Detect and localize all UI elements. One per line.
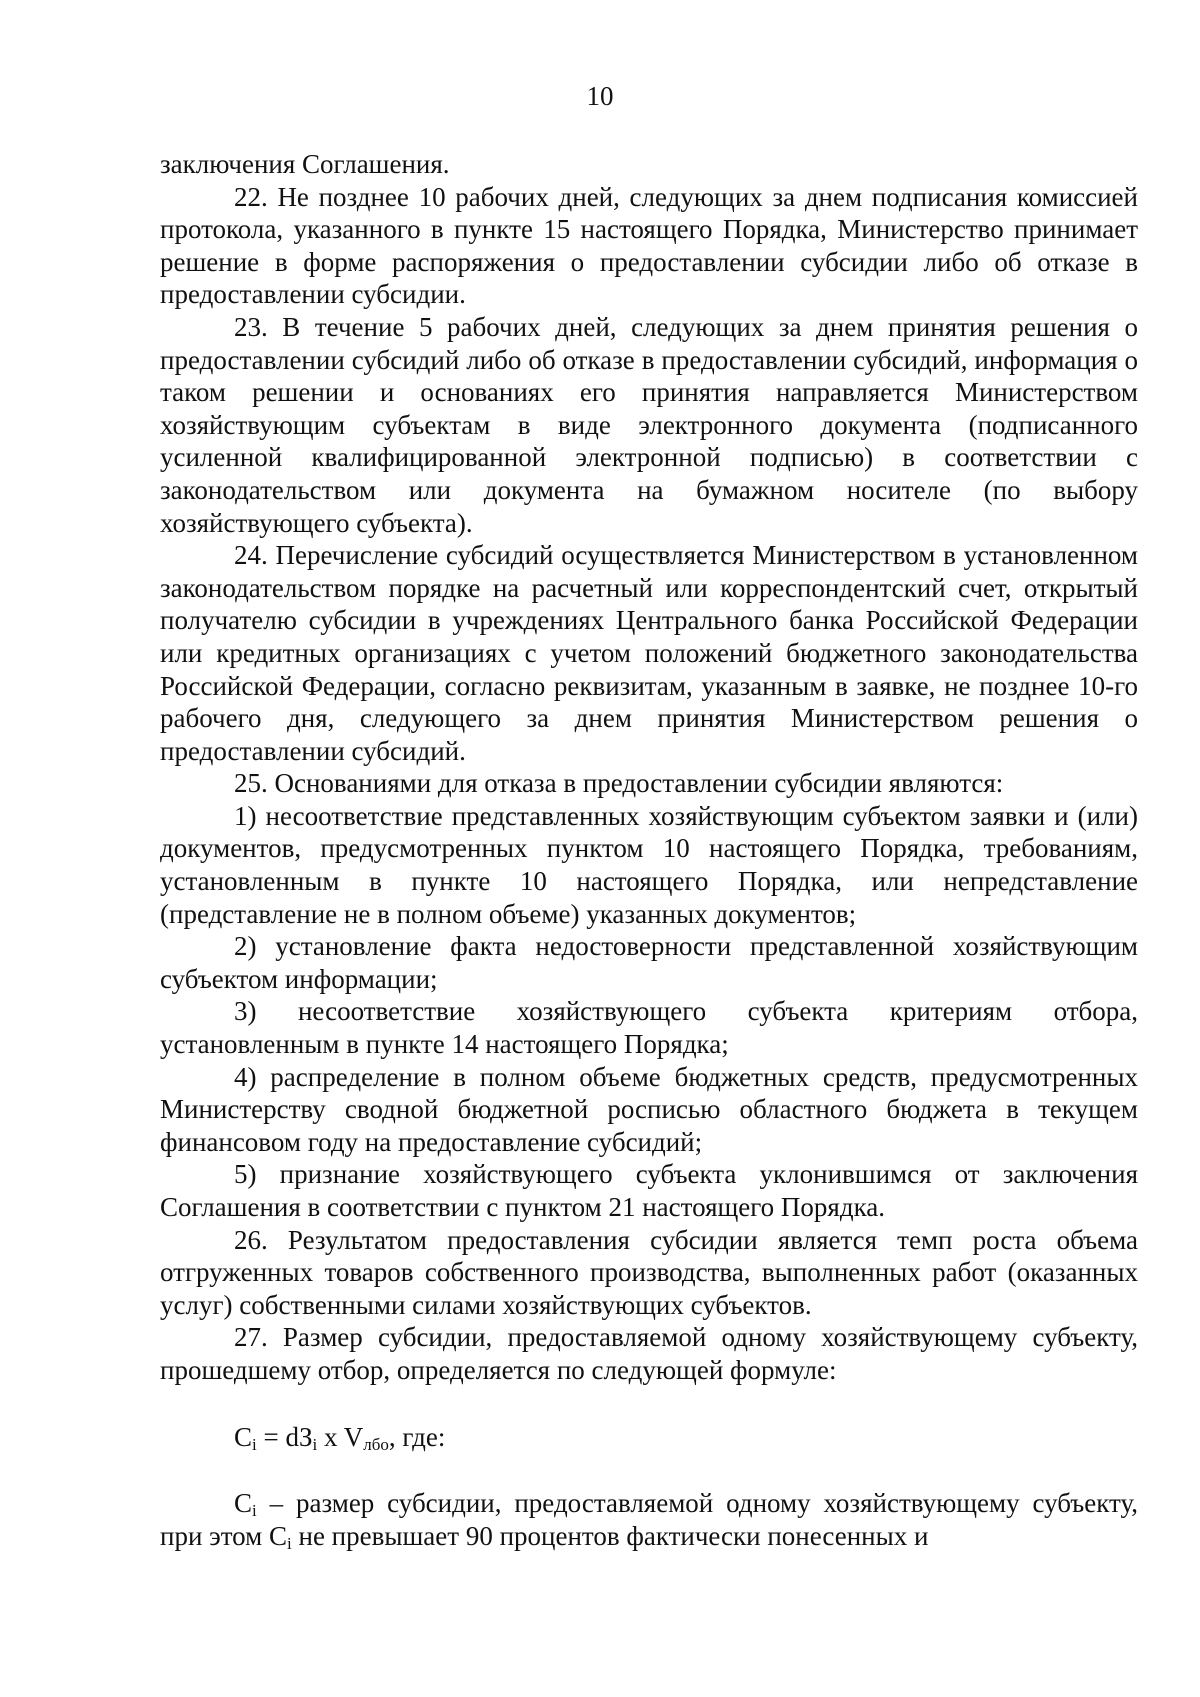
document-body	[160, 148, 1138, 1552]
formula-c-subscript: i	[252, 1434, 257, 1454]
paragraph-24: 24. Перечисление субсидий осуществляется Министерством в установленном законодательством порядке на расчетный или корреспондентский счет, открытый получателю субсидии в учреждениях Центрального банка Российской Федерации или кредитных организациях с учетом положений бюджетного законодательства Российской Федерации, согласно реквизитам, указанным в заявке, не позднее 10-го рабочего дня, следующего за днем принятия Министерством решения о предоставлении субсидий.	[160, 540, 1138, 766]
formula-equals-dz: = dЗ	[256, 1421, 313, 1452]
paragraph-22: 22. Не позднее 10 рабочих дней, следующих за днем подписания комиссией протокола, указанного в пункте 15 настоящего Порядка, Министерство принимает решение в форме распоряжения о предоставлении субсидии либо об отказе в предоставлении субсидии.	[160, 181, 1138, 310]
definition-text-b: не превышает 90 процентов фактически понесенных и	[291, 1520, 929, 1551]
formula	[160, 1421, 1138, 1454]
list-item-5: 5) признание хозяйствующего субъекта уклонившимся от заключения Соглашения в соответствии с пунктом 21 настоящего Порядка.	[160, 1159, 1138, 1222]
definition-c-subscript: i	[252, 1501, 257, 1521]
paragraph-23: 23. В течение 5 рабочих дней, следующих за днем принятия решения о предоставлении субсидий либо об отказе в предоставлении субсидий, информация о таком решении и основаниях его принятия направляется Министерством хозяйствующим субъектам в виде электронного документа (подписанного усиленной квалифицированной электронной подписью) в соответствии с законодательством или документа на бумажном носителе (по выбору хозяйствующего субъекта).	[160, 311, 1138, 538]
paragraph-26: 26. Результатом предоставления субсидии является темп роста объема отгруженных товаров собственного производства, выполненных работ (оказанных услуг) собственными силами хозяйствующих субъектов.	[160, 1224, 1138, 1320]
list-item-4: 4) распределение в полном объеме бюджетных средств, предусмотренных Министерству сводной бюджетной росписью областного бюджета в текущем финансовом году на предоставление субсидий;	[160, 1061, 1138, 1157]
list-item-2: 2) установление факта недостоверности представленной хозяйствующим субъектом информации;	[160, 931, 1138, 994]
paragraph-27: 27. Размер субсидии, предоставляемой одному хозяйствующему субъекту, прошедшему отбор, определяется по следующей формуле:	[160, 1322, 1138, 1385]
formula-times-v: x V	[317, 1421, 364, 1452]
definition-c: C	[234, 1488, 253, 1519]
list-item-1: 1) несоответствие представленных хозяйствующим субъектом заявки и (или) документов, предусмотренных пунктом 10 настоящего Порядка, требованиям, установленным в пункте 10 настоящего Порядка, или непредставление (представление не в полном объеме) указанных документов;	[160, 800, 1138, 929]
formula-dz-subscript: i	[312, 1434, 318, 1454]
list-item-3: 3) несоответствие хозяйствующего субъекта критериям отбора, установленным в пункте 14 настоящего Порядка;	[160, 996, 1138, 1060]
paragraph-continuation: заключения Соглашения.	[160, 149, 450, 179]
formula-tail: , где:	[388, 1421, 446, 1452]
formula-v-subscript: лбо	[363, 1434, 389, 1454]
definition-c2-subscript: i	[287, 1533, 292, 1553]
definition-ci	[160, 1487, 1138, 1552]
paragraph-25: 25. Основаниями для отказа в предоставлении субсидии являются:	[234, 768, 1004, 799]
page-number: 10	[586, 81, 614, 111]
formula-c: C	[234, 1421, 253, 1452]
definition-text-a: – размер субсидии, предоставляемой одному хозяйствующему субъекту, при этом C	[160, 1488, 1138, 1551]
